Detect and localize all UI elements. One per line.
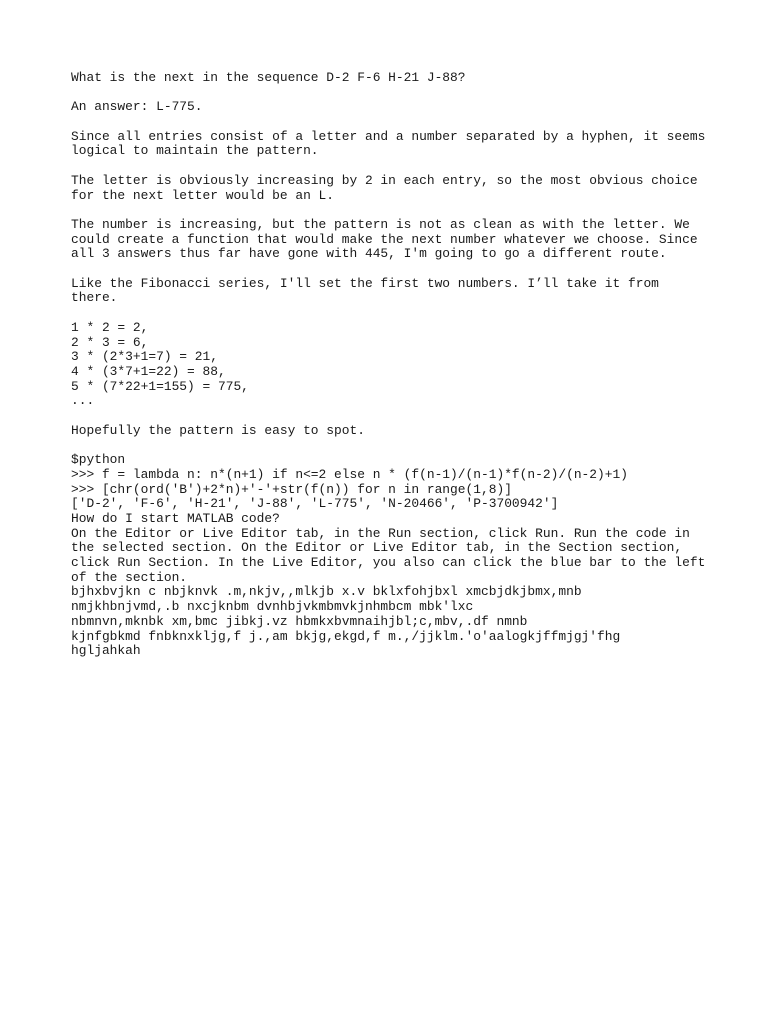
paragraph-hyphen: Since all entries consist of a letter and a number separated by a hyphen, it seems logical to maintain the pattern. [71, 128, 714, 159]
code-line: >>> f = lambda n: n*(n+1) if n<=2 else n * (f(n-1)/(n-1)*f(n-2)/(n-2)+1) [71, 466, 628, 482]
paragraph-spot: Hopefully the pattern is easy to spot. [71, 422, 365, 438]
math-line: 1 * 2 = 2, [71, 319, 149, 335]
matlab-question: How do I start MATLAB code? [71, 510, 280, 526]
paragraph-fibonacci: Like the Fibonacci series, I'll set the first two numbers. I’ll take it from there. [71, 275, 667, 306]
gibberish-line: kjnfgbkmd fnbknxkljg,f j.,am bkjg,ekgd,f m.,/jjklm.'o'aalogkjffmjgj'fhg [71, 628, 621, 644]
math-line: 2 * 3 = 6, [71, 334, 149, 350]
code-line: $python [71, 452, 126, 468]
code-output-line: ['D-2', 'F-6', 'H-21', 'J-88', 'L-775', 'N-20466', 'P-3700942'] [71, 496, 559, 512]
gibberish-line: bjhxbvjkn c nbjknvk .m,nkjv,,mlkjb x.v bklxfohjbxl xmcbjdkjbmx,mnb [71, 584, 582, 600]
gibberish-line: hgljahkah [71, 643, 141, 659]
math-line: 4 * (3*7+1=22) = 88, [71, 363, 226, 379]
question-text: What is the next in the sequence D-2 F-6 H-21 J-88? [71, 70, 466, 85]
math-line: ... [71, 393, 95, 409]
math-block [71, 321, 711, 409]
math-line: 5 * (7*22+1=155) = 775, [71, 378, 249, 394]
paragraph-letter: The letter is obviously increasing by 2 in each entry, so the most obvious choice for the next letter would be an L. [71, 172, 706, 203]
code-line: >>> [chr(ord('B')+2*n)+'-'+str(f(n)) for n in range(1,8)] [71, 481, 512, 497]
gibberish-line: nmjkhbnjvmd,.b nxcjknbm dvnhbjvkmbmvkjnhmbcm mbk'lxc [71, 599, 474, 615]
paragraph-number: The number is increasing, but the pattern is not as clean as with the letter. We could create a function that would make the next number whatever we choose. Since all 3 answers thus far have gone with 445, I'm going to go a different route. [71, 216, 706, 262]
document-body [71, 70, 714, 659]
gibberish-line: nbmnvn,mknbk xm,bmc jibkj.vz hbmkxbvmnaihjbl;c,mbv,.df nmnb [71, 613, 528, 629]
matlab-answer: On the Editor or Live Editor tab, in the Run section, click Run. Run the code in the selected section. On the Editor or Live Editor tab, in the Section section, click Run Section. In the Live Editor, you also can click the blue bar to the left of the section. [71, 525, 714, 585]
answer-text: An answer: L-775. [71, 99, 203, 115]
code-and-notes [71, 452, 714, 659]
math-line: 3 * (2*3+1=7) = 21, [71, 349, 218, 365]
